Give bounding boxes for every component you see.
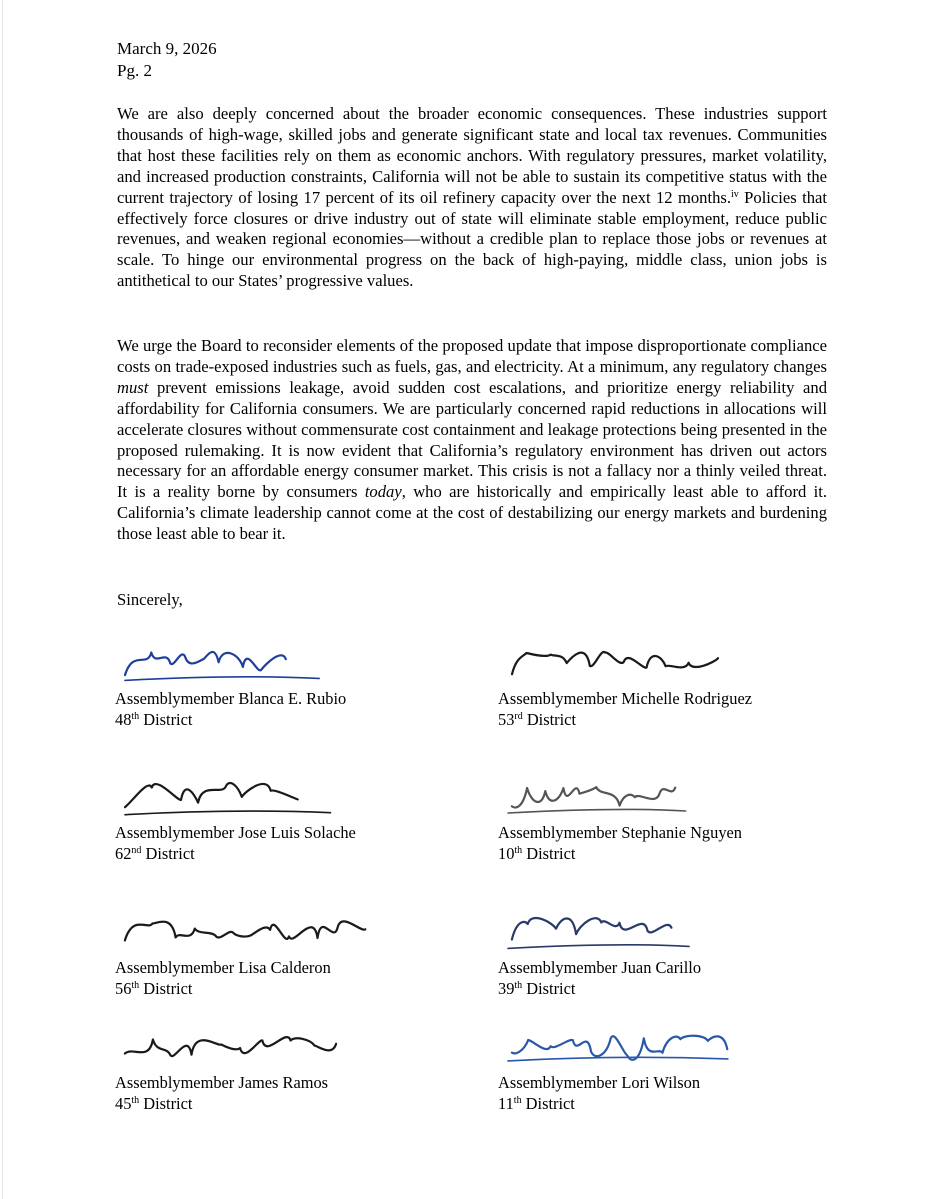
district-ordinal-suffix: th	[513, 1095, 522, 1106]
page-border	[2, 0, 3, 1199]
district-number: 45	[115, 1094, 132, 1113]
signature-block-rodriguez	[498, 632, 818, 730]
district-number: 11	[498, 1094, 514, 1113]
handwritten-signature	[115, 901, 375, 957]
district-ordinal-suffix: th	[131, 711, 140, 722]
letter-header	[117, 38, 217, 82]
handwritten-signature	[498, 901, 758, 957]
signature-block-calderon	[115, 901, 435, 999]
district-label: District	[522, 710, 576, 729]
district-label: District	[139, 710, 193, 729]
paragraph-text: We urge the Board to reconsider elements of the proposed update that impose disproportionate compliance costs on trade-exposed industries such as fuels, gas, and electricity. At a minimum, any regulatory changes	[117, 336, 827, 376]
signatory-name: Assemblymember Lisa Calderon	[115, 958, 331, 977]
signature-block-nguyen	[498, 766, 818, 864]
signatory-name: Assemblymember Michelle Rodriguez	[498, 689, 752, 708]
handwritten-signature	[498, 766, 758, 822]
signatory-name: Assemblymember Juan Carillo	[498, 958, 702, 977]
signatory-district	[115, 978, 435, 999]
district-number: 48	[115, 710, 132, 729]
signatory-name: Assemblymember James Ramos	[115, 1073, 329, 1092]
signatory-name: Assemblymember Blanca E. Rubio	[115, 689, 347, 708]
district-number: 53	[498, 710, 515, 729]
paragraph-text: prevent emissions leakage, avoid sudden cost escalations, and prioritize energy reliability and affordability for California consumers. We are particularly concerned rapid reductions in allocations will accelerate closures without commensurate cost containment and leakage protections being presented in the proposed rulemaking. It is now evident that California’s regulatory environment has driven out actors necessary for an affordable energy consumer market. This crisis is not a fallacy nor a thinly veiled threat. It is a reality borne by consumers	[117, 377, 827, 502]
footnote-ref: iv	[731, 188, 739, 200]
district-number: 10	[498, 844, 515, 863]
emphasis-text: today	[364, 482, 402, 502]
body-paragraph-2	[117, 336, 827, 545]
signatory-name: Assemblymember Stephanie Nguyen	[498, 823, 742, 842]
page-number: Pg. 2	[117, 61, 152, 80]
paragraph-text: We are also deeply concerned about the broader economic consequences. These industries support thousands of high-wage, skilled jobs and generate significant state and local tax revenues. Communities that host these facilities rely on them as economic anchors. With regulatory pressures, market volatility, and increased production constraints, California will not be able to sustain its competitive status with the current trajectory of losing 17 percent of its oil refinery capacity over the next 12 months.	[117, 104, 827, 207]
signatory-district	[115, 709, 435, 730]
handwritten-signature	[498, 632, 758, 688]
district-ordinal-suffix: nd	[131, 845, 142, 856]
handwritten-signature	[115, 632, 375, 688]
district-number: 62	[115, 844, 132, 863]
paragraph-text: , who are historically and empirically least able to afford it. California’s climate leadership cannot come at the cost of destabilizing our energy markets and burdening those least able to bear it.	[117, 482, 827, 544]
district-label: District	[139, 1094, 193, 1113]
signatory-district	[498, 1093, 818, 1114]
signature-block-ramos	[115, 1016, 435, 1114]
signature-block-wilson	[498, 1016, 818, 1114]
signatory-district	[498, 843, 818, 864]
body-paragraph-1	[117, 104, 827, 292]
letter-date: March 9, 2026	[117, 39, 217, 58]
district-number: 39	[498, 979, 515, 998]
signatory-district	[115, 843, 435, 864]
signature-block-rubio	[115, 632, 435, 730]
signatory-name: Assemblymember Lori Wilson	[498, 1073, 701, 1092]
handwritten-signature	[498, 1016, 758, 1072]
district-ordinal-suffix: th	[131, 980, 140, 991]
district-label: District	[141, 844, 195, 863]
district-label: District	[522, 979, 576, 998]
district-label: District	[521, 1094, 575, 1113]
district-label: District	[522, 844, 576, 863]
handwritten-signature	[115, 766, 375, 822]
signature-block-carillo	[498, 901, 818, 999]
emphasis-text: must	[117, 377, 149, 397]
signatory-name: Assemblymember Jose Luis Solache	[115, 823, 356, 842]
district-label: District	[139, 979, 193, 998]
district-number: 56	[115, 979, 132, 998]
signature-block-solache	[115, 766, 435, 864]
closing-salutation: Sincerely,	[117, 590, 183, 609]
district-ordinal-suffix: rd	[514, 711, 523, 722]
district-ordinal-suffix: th	[514, 980, 523, 991]
district-ordinal-suffix: th	[514, 845, 523, 856]
signatory-district	[498, 978, 818, 999]
handwritten-signature	[115, 1016, 375, 1072]
signatory-district	[115, 1093, 435, 1114]
paragraph-text: Policies that effectively force closures or drive industry out of state will eliminate stable employment, reduce public revenues, and weaken regional economies—without a credible plan to replace those jobs or revenues at scale. To hinge our environmental progress on the back of high-paying, middle class, union jobs is antithetical to our States’ progressive values.	[117, 187, 827, 291]
signatory-district	[498, 709, 818, 730]
district-ordinal-suffix: th	[131, 1095, 140, 1106]
